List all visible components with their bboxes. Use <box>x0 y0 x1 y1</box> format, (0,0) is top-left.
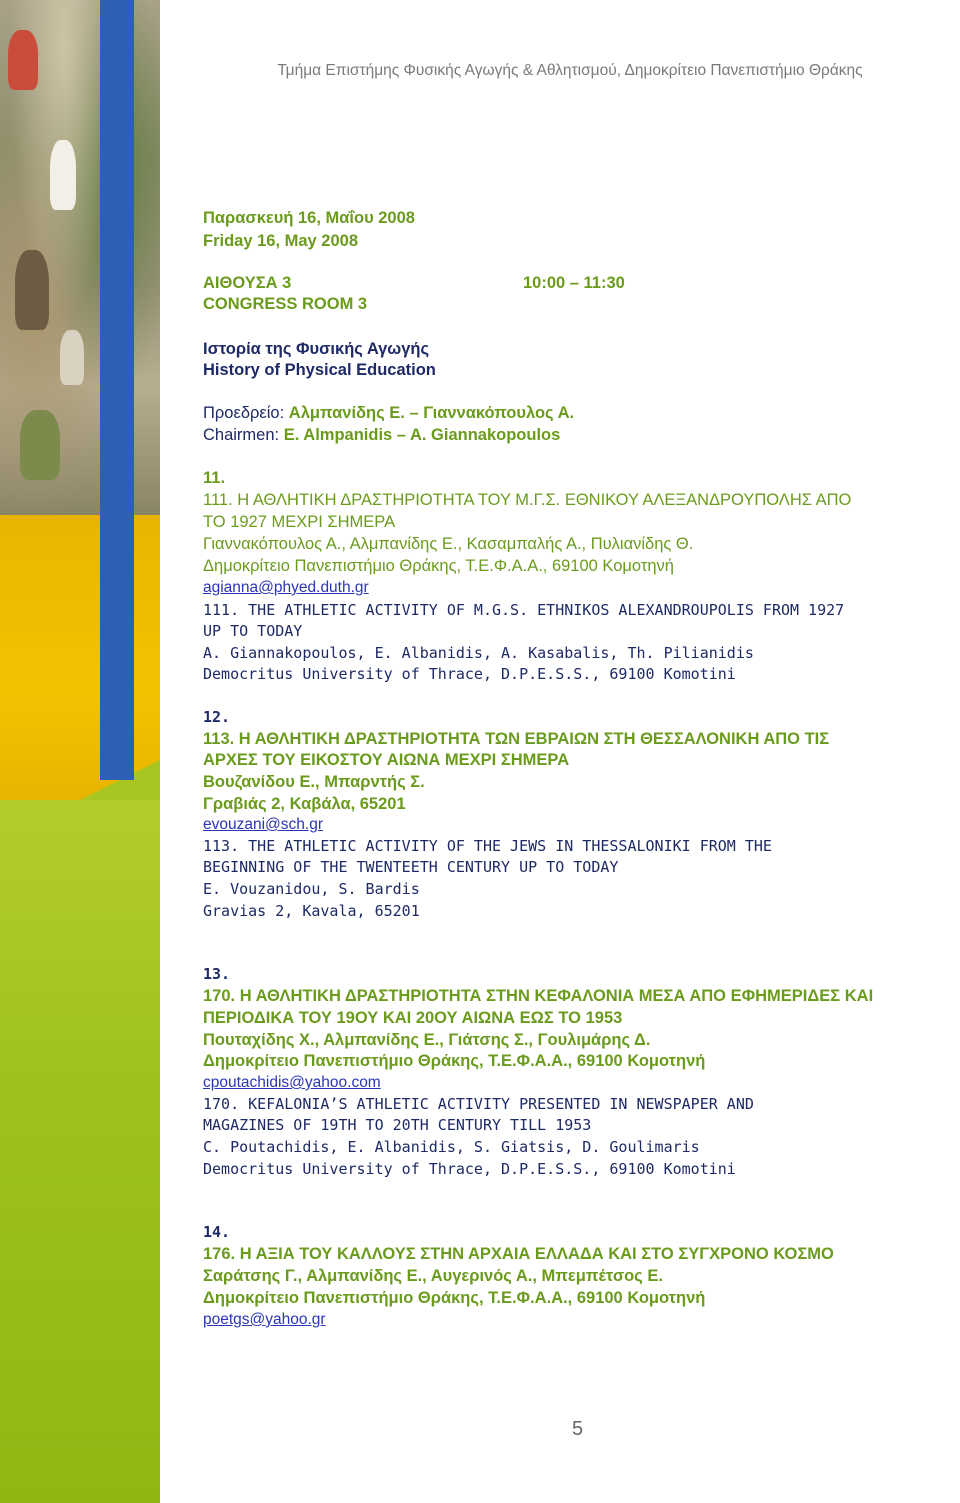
paper-title-gr: 170. Η ΑΘΛΗΤΙΚΗ ΔΡΑΣΤΗΡΙΟΤΗΤΑ ΣΤΗΝ ΚΕΦΑΛΟΝΙΑ ΜΕΣΑ ΑΠΟ ΕΦΗΜΕΡΙΔΕΣ ΚΑΙ <box>203 987 874 1005</box>
chairs-en: E. Almpanidis – A. Giannakopoulos <box>283 426 561 444</box>
green-band <box>0 800 160 1503</box>
chair-label-gr: Προεδρείο: <box>203 404 285 422</box>
paper-authors-en: E. Vouzanidou, S. Bardis <box>203 880 420 898</box>
paper-title-en: 170. KEFALONIA’S ATHLETIC ACTIVITY PRESENTED IN NEWSPAPER AND <box>203 1095 754 1113</box>
room-en: CONGRESS ROOM 3 <box>203 295 368 313</box>
paper-email-link[interactable]: poetgs@yahoo.gr <box>203 1311 326 1328</box>
paper-authors-gr: Σαράτσης Γ., Αλμπανίδης Ε., Αυγερινός Α., Μπεμπέτσος Ε. <box>203 1267 663 1285</box>
blue-bar <box>100 0 134 780</box>
paper-email-link[interactable]: cpoutachidis@yahoo.com <box>203 1074 381 1091</box>
topic-en: History of Physical Education <box>203 361 436 379</box>
page-number: 5 <box>572 1418 584 1440</box>
paper-number: 11. <box>203 469 226 487</box>
paper-authors-gr: Πουταχίδης Χ., Αλμπανίδης Ε., Γιάτσης Σ., Γουλιμάρης Δ. <box>203 1031 651 1049</box>
paper-affiliation-en: Gravias 2, Kavala, 65201 <box>203 902 420 920</box>
session-time: 10:00 – 11:30 <box>523 274 625 292</box>
paper-affiliation-en: Democritus University of Thrace, D.P.E.S.S., 69100 Komotini <box>203 1160 736 1178</box>
chairs-gr-line <box>203 403 574 423</box>
page-header: Τμήμα Επιστήμης Φυσικής Αγωγής & Αθλητισμού, Δημοκρίτειο Πανεπιστήμιο Θράκης <box>277 62 863 79</box>
topic-gr: Ιστορία της Φυσικής Αγωγής <box>203 340 430 358</box>
session-date-gr: Παρασκευή 16, Μαΐου 2008 <box>203 209 415 227</box>
paper-title-gr: ΑΡΧΕΣ ΤΟΥ ΕΙΚΟΣΤΟΥ ΑΙΩΝΑ ΜΕΧΡΙ ΣΗΜΕΡΑ <box>203 751 570 769</box>
paper-email-link[interactable]: evouzani@sch.gr <box>203 816 323 833</box>
paper-email-link[interactable]: agianna@phyed.duth.gr <box>203 579 369 596</box>
paper-title-gr: 113. Η ΑΘΛΗΤΙΚΗ ΔΡΑΣΤΗΡΙΟΤΗΤΑ ΤΩΝ ΕΒΡΑΙΩΝ ΣΤΗ ΘΕΣΣΑΛΟΝΙΚΗ ΑΠΟ ΤΙΣ <box>203 730 830 748</box>
paper-title-en: 113. THE ATHLETIC ACTIVITY OF THE JEWS IN THESSALONIKI FROM THE <box>203 837 772 855</box>
sports-photo <box>0 0 160 515</box>
paper-authors-en: A. Giannakopoulos, E. Albanidis, A. Kasabalis, Th. Pilianidis <box>203 644 754 662</box>
room-gr: ΑΙΘΟΥΣΑ 3 <box>203 274 292 292</box>
paper-authors-gr: Γιαννακόπουλος Α., Αλμπανίδης Ε., Κασαμπαλής Α., Πυλιανίδης Θ. <box>203 535 694 553</box>
chairs-en-line <box>203 425 560 445</box>
chairs-gr: Αλμπανίδης Ε. – Γιαννακόπουλος Α. <box>288 404 575 422</box>
chair-label-en: Chairmen: <box>203 426 280 444</box>
paper-title-en: MAGAZINES OF 19TH TO 20TH CENTURY TILL 1953 <box>203 1116 592 1134</box>
paper-number: 12. <box>203 708 231 726</box>
paper-number: 13. <box>203 965 231 983</box>
paper-title-en: UP TO TODAY <box>203 622 303 640</box>
paper-authors-en: C. Poutachidis, E. Albanidis, S. Giatsis, D. Goulimaris <box>203 1138 700 1156</box>
paper-affiliation-gr: Δημοκρίτειο Πανεπιστήμιο Θράκης, Τ.Ε.Φ.Α.Α., 69100 Κομοτηνή <box>203 1052 706 1070</box>
paper-affiliation-gr: Δημοκρίτειο Πανεπιστήμιο Θράκης, Τ.Ε.Φ.Α.Α., 69100 Κομοτηνή <box>203 1289 706 1307</box>
paper-affiliation-en: Democritus University of Thrace, D.P.E.S.S., 69100 Komotini <box>203 665 736 683</box>
paper-title-gr: 111. Η ΑΘΛΗΤΙΚΗ ΔΡΑΣΤΗΡΙΟΤΗΤΑ ΤΟΥ Μ.Γ.Σ. ΕΘΝΙΚΟΥ ΑΛΕΞΑΝΔΡΟΥΠΟΛΗΣ ΑΠΟ <box>203 491 852 509</box>
paper-title-en: 111. THE ATHLETIC ACTIVITY OF M.G.S. ETHNIKOS ALEXANDROUPOLIS FROM 1927 <box>203 601 845 619</box>
paper-affiliation-gr: Γραβιάς 2, Καβάλα, 65201 <box>203 795 406 813</box>
paper-number: 14. <box>203 1223 231 1241</box>
paper-title-gr: ΠΕΡΙΟΔΙΚΑ ΤΟΥ 19ΟΥ ΚΑΙ 20ΟΥ ΑΙΩΝΑ ΕΩΣ ΤΟ 1953 <box>203 1009 623 1027</box>
paper-title-gr: 176. Η ΑΞΙΑ ΤΟΥ ΚΑΛΛΟΥΣ ΣΤΗΝ ΑΡΧΑΙΑ ΕΛΛΑΔΑ ΚΑΙ ΣΤΟ ΣΥΓΧΡΟΝΟ ΚΟΣΜΟ <box>203 1245 834 1263</box>
paper-title-en: BEGINNING OF THE TWENTEETH CENTURY UP TO TODAY <box>203 858 619 876</box>
paper-authors-gr: Βουζανίδου Ε., Μπαρντής Σ. <box>203 773 425 791</box>
paper-affiliation-gr: Δημοκρίτειο Πανεπιστήμιο Θράκης, Τ.Ε.Φ.Α.Α., 69100 Κομοτηνή <box>203 557 674 575</box>
paper-title-gr: ΤΟ 1927 ΜΕΧΡΙ ΣΗΜΕΡΑ <box>203 513 396 531</box>
session-date-en: Friday 16, May 2008 <box>203 232 359 250</box>
decorative-photo-strip <box>0 0 160 1503</box>
